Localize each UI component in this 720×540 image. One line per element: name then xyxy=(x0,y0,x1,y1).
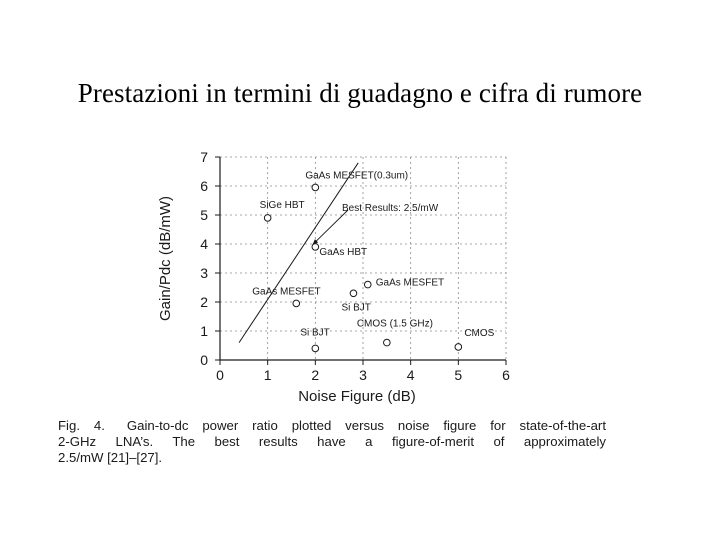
point-label-6: Si BJT xyxy=(300,327,330,339)
y-tick-label-6: 6 xyxy=(200,178,208,194)
x-tick-label-0: 0 xyxy=(216,367,224,383)
figure-number: Fig. 4. xyxy=(58,418,105,433)
y-tick-label-1: 1 xyxy=(200,323,208,339)
caption-line-2: 2-GHz LNA’s. The best results have a figure-of-merit of approximately xyxy=(58,434,606,449)
caption-text-1: Gain-to-dc power ratio plotted versus noise figure for state-of-the-art xyxy=(126,418,606,433)
best-results-label: Best Results: 2.5/mW xyxy=(342,203,439,214)
scatter-chart xyxy=(140,140,540,410)
point-label-4: GaAs MESFET xyxy=(375,277,445,289)
x-tick-label-6: 6 xyxy=(502,367,510,383)
data-point-1 xyxy=(264,215,271,222)
tick-labels xyxy=(200,149,510,383)
data-point-0 xyxy=(312,184,319,191)
y-axis-label: Gain/Pdc (dB/mW) xyxy=(157,195,174,322)
data-point-5 xyxy=(350,290,357,297)
point-label-1: SiGe HBT xyxy=(259,199,305,211)
slide-title: Prestazioni in termini di guadagno e cifra di rumore xyxy=(77,78,643,108)
data-point-7 xyxy=(384,339,391,346)
x-tick-label-3: 3 xyxy=(359,367,367,383)
y-tick-label-4: 4 xyxy=(200,236,208,252)
y-tick-label-0: 0 xyxy=(200,352,208,368)
caption-line-1 xyxy=(58,418,606,434)
point-label-0: GaAs MESFET(0.3um) xyxy=(305,170,409,182)
data-point-2 xyxy=(312,244,319,251)
point-label-8: CMOS xyxy=(464,327,495,339)
y-tick-label-2: 2 xyxy=(200,294,208,310)
data-point-4 xyxy=(364,281,371,288)
point-label-5: Si BJT xyxy=(341,302,371,314)
y-tick-label-3: 3 xyxy=(200,265,208,281)
y-tick-label-7: 7 xyxy=(200,149,208,165)
point-label-7: CMOS (1.5 GHz) xyxy=(356,318,433,330)
data-point-8 xyxy=(455,344,462,351)
x-tick-label-5: 5 xyxy=(454,367,463,383)
x-tick-label-2: 2 xyxy=(311,367,320,383)
point-label-3: GaAs MESFET xyxy=(252,286,321,298)
x-tick-label-4: 4 xyxy=(406,367,415,383)
data-point-6 xyxy=(312,345,319,352)
x-axis-label: Noise Figure (dB) xyxy=(298,388,416,405)
y-tick-label-5: 5 xyxy=(200,207,208,223)
figure-caption xyxy=(58,418,606,466)
point-label-2: GaAs HBT xyxy=(319,246,368,258)
x-tick-label-1: 1 xyxy=(263,367,272,383)
caption-line-3: 2.5/mW [21]–[27]. xyxy=(58,450,163,465)
data-point-3 xyxy=(293,300,300,307)
